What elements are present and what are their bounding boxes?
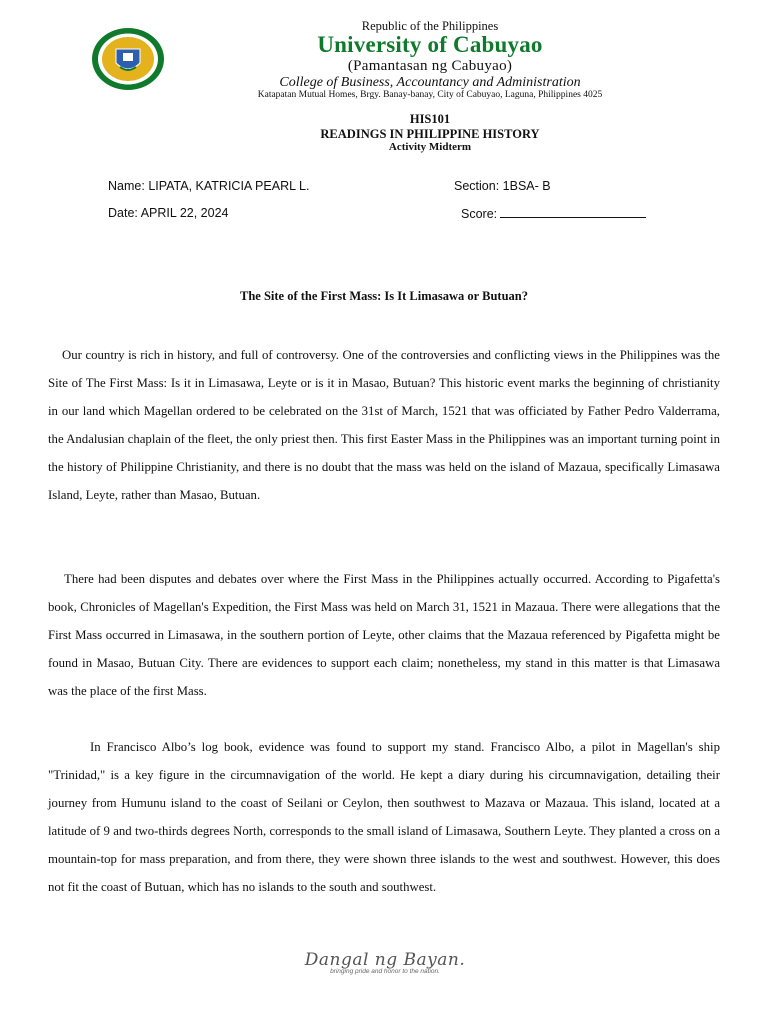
score-label: Score: bbox=[461, 207, 498, 221]
university-address: Katapatan Mutual Homes, Brgy. Banay-banay, City of Cabuyao, Laguna, Philippines 4025 bbox=[257, 90, 603, 100]
date-field bbox=[108, 206, 228, 220]
course-title: READINGS IN PHILIPPINE HISTORY bbox=[320, 127, 540, 141]
date-value: APRIL 22, 2024 bbox=[140, 206, 229, 220]
footer-tagline: bringing pride and honor to the nation. bbox=[330, 968, 440, 975]
university-seal-logo bbox=[90, 27, 166, 91]
essay-paragraph-3: In Francisco Albo’s log book, evidence was found to support my stand. Francisco Albo, a pilot in Magellan's ship "Trinidad," is a key figure in the circumnavigation of the world. He kept a diary during his circumnavigation, detailing their journey from Humunu island to the coast of Seilani or Ceylon, then southwest to Mazava or Mazaua. This island, located at a latitude of 9 and two-thirds degrees North, corresponds to the small island of Limasawa, Southern Leyte. They planted a cross on a mountain-top for mass preparation, and from there, they were shown three islands to the west and southwest. However, this does not fit the coast of Butuan, which has no islands to the south and southwest. bbox=[48, 740, 720, 894]
name-field bbox=[108, 179, 309, 193]
college-name: College of Business, Accountancy and Administration bbox=[279, 75, 581, 90]
footer-motto: Dangal ng Bayan. bbox=[304, 950, 466, 970]
essay-paragraph-1: Our country is rich in history, and full of controversy. One of the controversies and conflicting views in the Philippines was the Site of The First Mass: Is it in Limasawa, Leyte or is it in Masao, Butuan? This historic event marks the beginning of christianity in our land which Magellan ordered to be celebrated on the 31st of March, 1521 that was officiated by Father Pedro Valderrama, the Andalusian chaplain of the fleet, the only priest then. This first Easter Mass in the Philippines was an important turning point in the history of Philippine Christianity, and there is no doubt that the mass was held on the island of Mazaua, specifically Limasawa Island, Leyte, rather than Masao, Butuan. bbox=[48, 348, 720, 502]
essay-title: The Site of the First Mass: Is It Limasawa or Butuan? bbox=[240, 289, 528, 303]
score-field bbox=[461, 206, 646, 221]
essay-paragraph-2: There had been disputes and debates over where the First Mass in the Philippines actually occurred. According to Pigafetta's book, Chronicles of Magellan's Expedition, the First Mass was held on March 31, 1521 in Mazaua. There were allegations that the First Mass occurred in Limasawa, in the southern portion of Leyte, other claims that the Mazaua referenced by Pigafetta might be found in Masao, Butuan City. There are evidences to support each claim; nonetheless, my stand in this matter is that Limasawa was the place of the first Mass. bbox=[48, 572, 720, 698]
activity-label: Activity Midterm bbox=[388, 141, 472, 153]
section-label: Section: bbox=[454, 179, 500, 193]
score-blank-line bbox=[500, 206, 646, 218]
section-field bbox=[454, 179, 551, 193]
footer-motto-logo bbox=[300, 950, 470, 975]
date-label: Date: bbox=[108, 206, 138, 220]
section-value: 1BSA- B bbox=[502, 179, 551, 193]
course-code: HIS101 bbox=[409, 112, 451, 126]
name-value: LIPATA, KATRICIA PEARL L. bbox=[148, 179, 310, 193]
name-label: Name: bbox=[108, 179, 145, 193]
university-name: University of Cabuyao bbox=[317, 32, 543, 57]
republic-text: Republic of the Philippines bbox=[361, 19, 499, 33]
pamantasan-text: (Pamantasan ng Cabuyao) bbox=[347, 58, 513, 74]
